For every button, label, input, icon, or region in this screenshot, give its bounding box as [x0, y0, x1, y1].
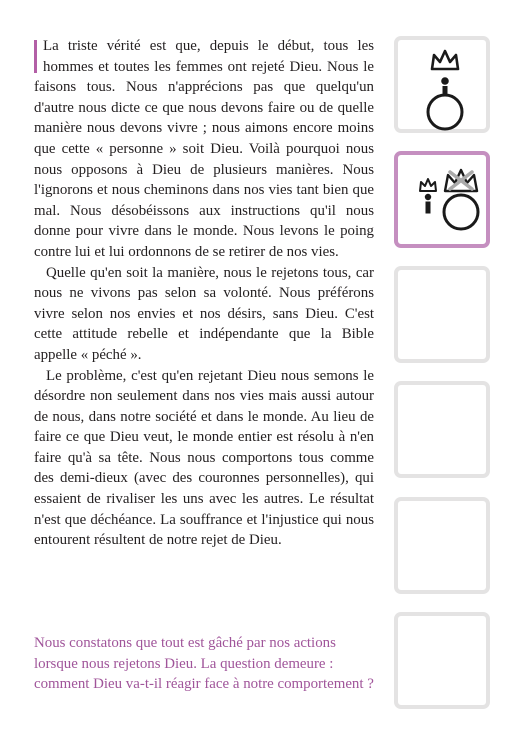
drop-cap-marker [34, 40, 37, 73]
crowned-circle-person-icon [398, 40, 494, 137]
paragraph-1: La triste vérité est que, depuis le début, tous les hommes et toutes les femmes ont rejeté Dieu. Nous le faisons tous. Nous n'apprécions pas que quelqu'un d'autre nous dicte ce que nous devons faire ou de quelle manière nous devons vivre ; nous aimons encore moins que cette « personne » soit Dieu. Voilà pourquoi nous nous opposons à Dieu de plusieurs manières. Nous l'ignorons et nous cheminons dans nos vies tant bien que mal. Nous désobéissons aux instructions qu'il nous donne pour vivre dans le monde. Nous levons le poing contre lui et lui ordonnons de se retirer de nos vies. [34, 38, 374, 260]
illustration-panel-3 [394, 266, 490, 363]
person-with-crown-beside-crossed-out-crowned-circle-icon [398, 155, 494, 252]
paragraph-2: Quelle qu'en soit la manière, nous le rejetons tous, car nous ne vivons pas selon sa volonté. Nous préférons vivre selon nos envies et nos désirs, sans Dieu. C'est cette attitude rebelle et indépendante que la Bible appelle « péché ». [34, 264, 374, 363]
callout-question: Nous constatons que tout est gâché par nos actions lorsque nous rejetons Dieu. La question demeure : comment Dieu va-t-il réagir face à notre comportement ? [34, 635, 374, 693]
illustration-panel-4 [394, 381, 490, 478]
illustration-panel-1 [394, 36, 490, 133]
illustration-panel-2 [394, 151, 490, 248]
illustration-panel-6 [394, 612, 490, 709]
illustration-panel-5 [394, 497, 490, 594]
paragraph-3: Le problème, c'est qu'en rejetant Dieu nous semons le désordre non seulement dans nos vies mais aussi autour de nous, dans notre société et dans le monde. Au lieu de faire ce que Dieu veut, le monde entier est résolu à n'en faire qu'à sa tête. Nous nous comportons tous comme des demi-dieux (avec des couronnes personnelles), qui essaient de rivaliser les uns avec les autres. Le résultat n'est que déchéance. La souffrance et l'injustice qui nous entourent résultent de notre rejet de Dieu. [34, 367, 374, 549]
body-text [34, 36, 374, 551]
